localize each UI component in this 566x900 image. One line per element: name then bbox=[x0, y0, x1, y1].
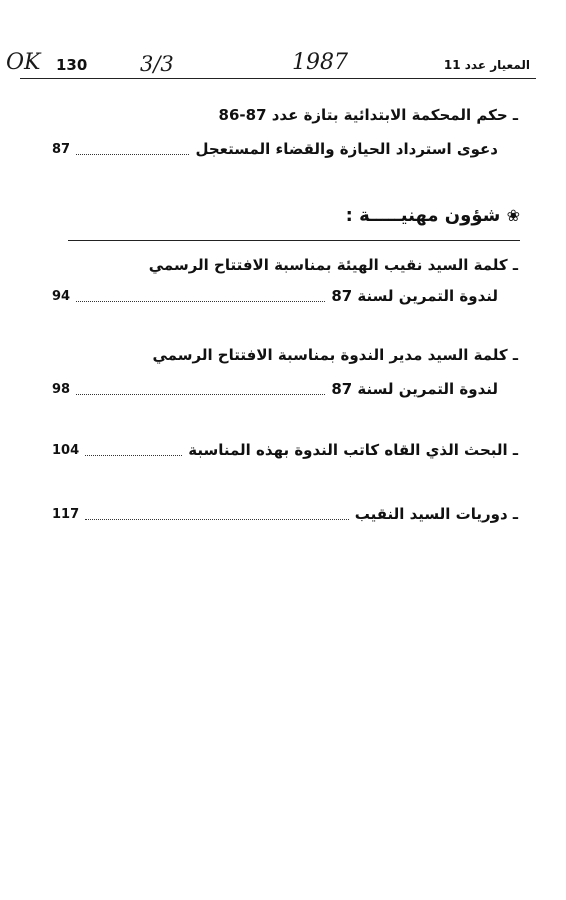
item-seminar-director-speech-page: 98 bbox=[52, 381, 71, 397]
page-number: 130 bbox=[56, 56, 88, 74]
dot-leader bbox=[85, 519, 349, 520]
journal-running-head: المعيار عدد 11 bbox=[443, 58, 530, 72]
item-bar-president-speech-page: 94 bbox=[52, 288, 71, 304]
item-seminar-director-speech-title: ـ كلمة السيد مدير الندوة بمناسبة الافتتاح الرسمي bbox=[152, 346, 518, 364]
item-secretary-research-page: 104 bbox=[52, 442, 80, 458]
item-seminar-director-speech-subtitle: لندوة التمرين لسنة 87 bbox=[331, 380, 498, 398]
item-bar-president-speech-row bbox=[52, 283, 498, 309]
section-heading bbox=[346, 205, 520, 226]
item-bar-president-speech-title: ـ كلمة السيد نقيب الهيئة بمناسبة الافتتاح الرسمي bbox=[148, 256, 518, 274]
section-rule bbox=[68, 240, 520, 241]
handwritten-year: 1987 bbox=[292, 50, 348, 75]
ok-handwritten-mark: OK bbox=[6, 50, 41, 75]
item-secretary-research-row bbox=[52, 437, 518, 463]
item-bar-president-periodicals-title: ـ دوريات السيد النقيب bbox=[354, 505, 518, 523]
entry-judgment-page: 87 bbox=[52, 141, 71, 157]
item-seminar-director-speech-row bbox=[52, 376, 498, 402]
dot-leader bbox=[85, 455, 182, 456]
handwritten-fraction: 3/3 bbox=[140, 52, 174, 76]
entry-judgment-subtitle-row bbox=[52, 136, 498, 162]
section-heading-text: شؤون مهنيـــــة : bbox=[345, 205, 501, 226]
item-secretary-research-title: ـ البحث الذي القاه كاتب الندوة بهذه المناسبة bbox=[188, 441, 518, 459]
item-bar-president-periodicals-page: 117 bbox=[52, 506, 80, 522]
item-bar-president-periodicals-row bbox=[52, 501, 518, 527]
flower-icon: ❀ bbox=[506, 206, 520, 225]
entry-judgment-title: ـ حكم المحكمة الابتدائية بتازة عدد 87-86 bbox=[218, 106, 518, 124]
dot-leader bbox=[76, 394, 325, 395]
dot-leader bbox=[76, 301, 325, 302]
entry-judgment-subtitle: دعوى استرداد الحيازة والقضاء المستعجل bbox=[195, 140, 498, 158]
item-bar-president-speech-subtitle: لندوة التمرين لسنة 87 bbox=[331, 287, 498, 305]
header-rule bbox=[20, 78, 536, 79]
dot-leader bbox=[76, 154, 189, 155]
